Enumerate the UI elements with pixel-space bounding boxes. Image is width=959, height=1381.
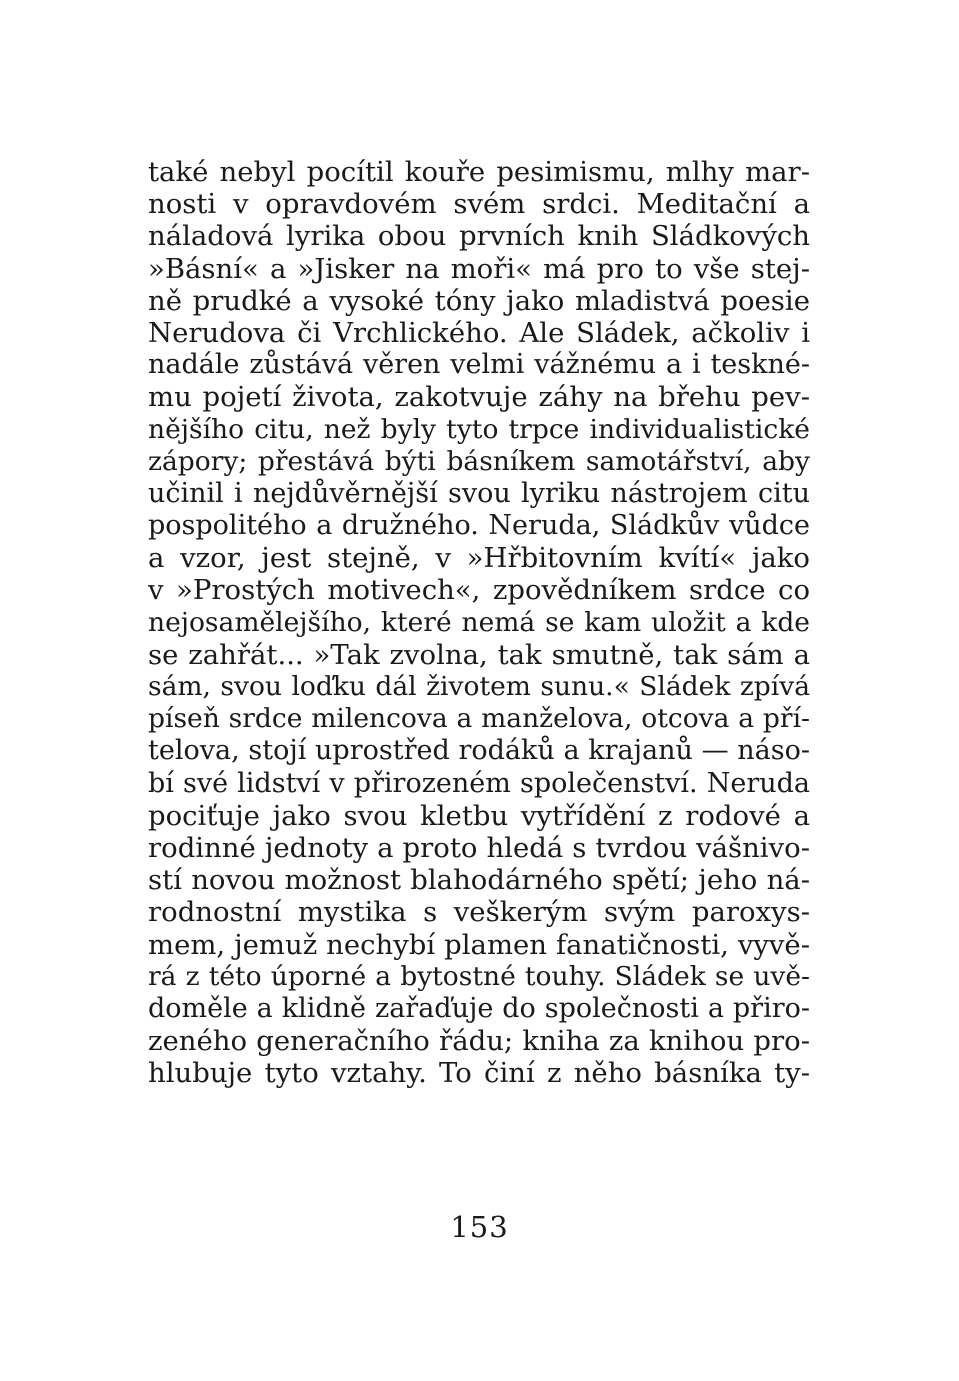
- text-line: doměle a klidně zařaďuje do společnosti a přiro-: [148, 992, 810, 1024]
- text-line: zápory; přestává býti básníkem samotářství, aby: [148, 445, 810, 477]
- text-line: rodinné jednoty a proto hledá s tvrdou vášnivo-: [148, 831, 810, 864]
- text-line: stí novou možnost blahodárného spětí; jeho ná-: [148, 864, 810, 897]
- text-line: pociťuje jako svou kletbu vytřídění z rodové a: [148, 799, 810, 832]
- text-line: v »Prostých motivech«, zpovědníkem srdce co: [148, 574, 810, 607]
- text-line: nadále zůstává věren velmi vážnému a i teskné-: [148, 349, 810, 381]
- text-line: nosti v opravdovém svém srdci. Meditační a: [148, 188, 810, 221]
- text-line: telova, stojí uprostřed rodáků a krajanů — náso-: [148, 735, 810, 767]
- text-line: učinil i nejdůvěrnější svou lyriku nástrojem citu: [148, 477, 810, 509]
- text-line: »Básní« a »Jisker na moři« má pro to vše stej-: [148, 252, 810, 285]
- text-line: mem, jemuž nechybí plamen fanatičnosti, vyvě-: [148, 928, 810, 961]
- text-line: hlubuje tyto vztahy. To činí z něho básníka ty-: [148, 1057, 810, 1090]
- text-line: náladová lyrika obou prvních knih Sládkových: [148, 220, 810, 253]
- text-line: nejosamělejšího, které nemá se kam uložit a kde: [148, 606, 810, 638]
- text-line: rodnostní mystika s veškerým svým paroxys-: [148, 896, 810, 929]
- text-line: ně prudké a vysoké tóny jako mladistvá poesie: [148, 284, 810, 317]
- body-text: [148, 156, 810, 1089]
- page-number: 153: [450, 1210, 509, 1244]
- text-line: nějšího citu, než byly tyto trpce individualistické: [148, 413, 810, 445]
- text-line: Nerudova či Vrchlického. Ale Sládek, ačkoliv i: [148, 316, 810, 349]
- text-line: sám, svou loďku dál životem sunu.« Sládek zpívá: [148, 671, 810, 702]
- text-line: zeného generačního řádu; kniha za knihou pro-: [148, 1025, 810, 1058]
- text-line: také nebyl pocítil kouře pesimismu, mlhy mar-: [148, 156, 810, 188]
- text-line: pospolitého a družného. Neruda, Sládkův vůdce: [148, 510, 810, 542]
- text-line: mu pojetí života, zakotvuje záhy na břehu pev-: [148, 381, 810, 414]
- text-line: se zahřát... »Tak zvolna, tak smutně, tak sám a: [148, 638, 810, 671]
- text-line: bí své lidství v přirozeném společenství. Neruda: [148, 767, 810, 799]
- text-line: a vzor, jest stejně, v »Hřbitovním kvítí« jako: [148, 542, 810, 575]
- text-line: píseň srdce milencova a manželova, otcova a pří-: [148, 703, 810, 735]
- text-line: rá z této úporné a bytostné touhy. Sládek se uvě-: [148, 960, 810, 992]
